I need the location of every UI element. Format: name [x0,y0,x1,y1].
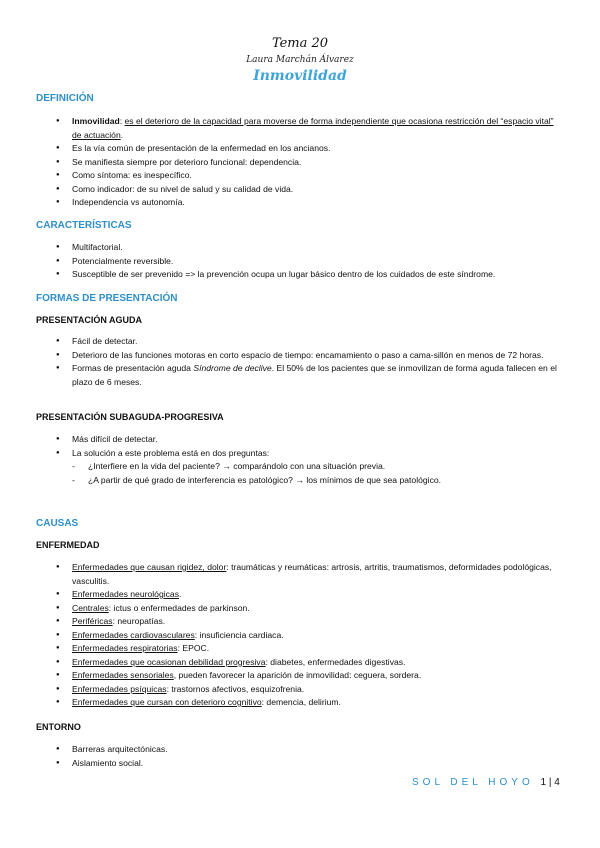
list-item: ● Aislamiento social. [56,757,561,771]
dash-item: - ¿A partir de qué grado de interferencia es patológico? → los mínimos de que sea patológico. [56,474,561,488]
list-item [56,642,561,656]
dash-item: - ¿Interfiere en la vida del paciente? → comparándolo con una situación previa. [56,460,561,474]
list-item: ● Barreras arquitectónicas. [56,743,561,757]
list-item [56,115,561,142]
list-item: ● Como indicador: de su nivel de salud y su calidad de vida. [56,183,561,197]
cause-detail: : diabetes, enfermedades digestivas. [265,656,406,667]
caracteristicas-list [56,241,561,282]
definition-colon: : [119,116,125,126]
definition-term: Inmovilidad [72,116,120,126]
definition-end: . [120,129,124,140]
footer-brand: SOL DEL HOYO [412,777,534,788]
cause-detail: , pueden favorecer la aparición de inmovilidad: ceguera, sordera. [173,670,422,680]
doc-title: Tema 20 [271,36,329,51]
aguda-last-b: . El 50% de los pacientes que se inmovilizan de forma aguda fallecen en el plazo de 6 meses. [72,363,557,387]
list-item [56,362,561,389]
section-heading-formas: FORMAS DE PRESENTACIÓN [36,293,178,304]
list-item: ● Fácil de detectar. [56,335,561,349]
subheading-entorno: ENTORNO [36,722,81,732]
list-item [56,656,561,670]
page-footer [412,777,560,788]
page-number: 1 | 4 [540,777,560,788]
list-item [56,615,561,629]
subheading-subaguda: PRESENTACIÓN SUBAGUDA-PROGRESIVA [36,412,224,422]
aguda-last-italic: Síndrome de declive [193,363,272,373]
list-item [56,629,561,643]
list-item: ● Es la vía común de presentación de la enfermedad en los ancianos. [56,142,561,156]
cause-term: Enfermedades cardiovasculares [72,629,195,640]
list-item [56,561,561,588]
list-item: ● Como síntoma: es inespecífico. [56,169,561,183]
section-heading-definicion: DEFINICIÓN [36,93,94,104]
list-item: ● Más difícil de detectar. [56,433,561,447]
cause-term: Enfermedades que causan rigidez, dolor [72,562,227,572]
subheading-aguda: PRESENTACIÓN AGUDA [36,315,143,325]
subheading-enfermedad: ENFERMEDAD [36,540,100,550]
definicion-list [56,115,561,210]
list-item [56,669,561,683]
cause-detail: : demencia, delirium. [261,697,341,707]
list-item: ● Multifactorial. [56,241,561,255]
subaguda-list [56,433,561,487]
section-heading-causas: CAUSAS [36,518,79,529]
enfermedad-list [56,561,561,710]
list-item [56,696,561,710]
aguda-list [56,335,561,389]
aguda-last-a: Formas de presentación aguda [72,363,194,373]
list-item: ● Independencia vs autonomía. [56,196,561,210]
cause-term: Enfermedades respiratorias [72,643,178,653]
cause-term: Enfermedades psíquicas [72,683,167,694]
cause-term: Enfermedades neurológicas [72,589,180,599]
list-item: ● Se manifiesta siempre por deterioro funcional: dependencia. [56,156,561,170]
list-item [56,588,561,602]
cause-detail: : neuropatías. [112,616,166,626]
list-item: ● La solución a este problema está en dos preguntas: [56,447,561,461]
list-item: ● Susceptible de ser prevenido => la prevención ocupa un lugar básico dentro de los cuidados de este síndrome. [56,268,561,282]
doc-author: Laura Marchán Álvarez [246,55,354,65]
cause-term: Enfermedades que ocasionan debilidad progresiva [72,656,266,667]
list-item [56,683,561,697]
cause-term: Enfermedades sensoriales [72,670,174,680]
list-item: ● Deterioro de las funciones motoras en corto espacio de tiempo: encamamiento o paso a cama-sillón en menos de 72 horas. [56,349,561,363]
cause-term: Periféricas [72,616,113,626]
cause-detail: . [179,589,182,599]
list-item: ● Potencialmente reversible. [56,255,561,269]
section-heading-caracteristicas: CARACTERÍSTICAS [36,220,132,231]
cause-term: Centrales [72,602,109,613]
cause-detail: : ictus o enfermedades de parkinson. [108,602,250,613]
definition-text: es el deterioro de la capacidad para moverse de forma independiente que ocasiona restricción del “espacio vital” de actuación [72,116,554,140]
cause-detail: : insuficiencia cardiaca. [194,629,284,640]
doc-subtitle: Inmovilidad [253,68,347,84]
cause-detail: : EPOC. [177,643,210,653]
entorno-list [56,743,561,770]
cause-term: Enfermedades que cursan con deterioro cognitivo [72,697,262,707]
cause-detail: : traumáticas y reumáticas: artrosis, artritis, traumatismos, deformidades podológicas, vasculitis. [72,562,552,586]
cause-detail: : trastornos afectivos, esquizofrenia. [166,683,305,694]
list-item [56,602,561,616]
